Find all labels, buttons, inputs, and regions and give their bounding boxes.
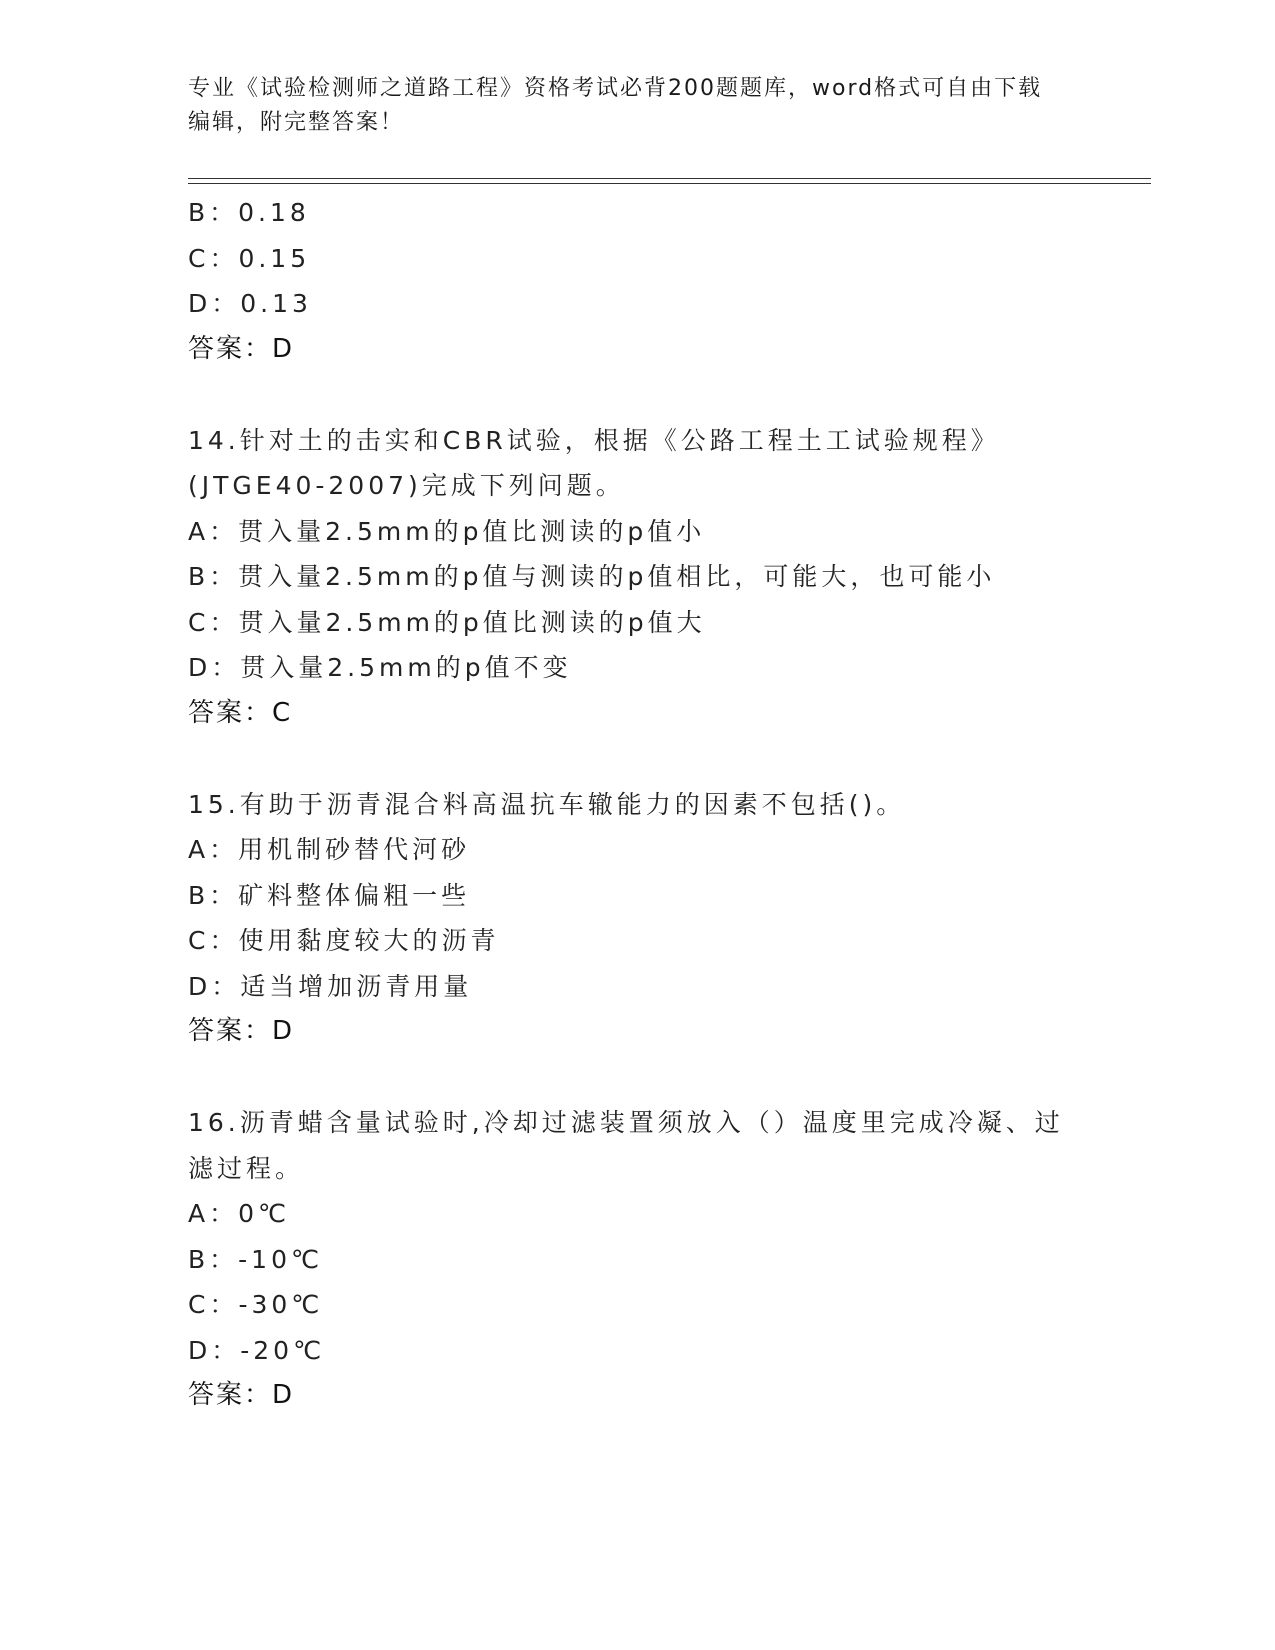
header-divider-top [188, 178, 1151, 179]
option-b: B：0.18 [188, 198, 310, 227]
question-stem: 14.针对土的击实和CBR试验，根据《公路工程土工试验规程》 [188, 425, 1000, 455]
option-a: A：贯入量2.5mm的p值比测读的p值小 [188, 516, 706, 546]
question-14 [188, 418, 1088, 737]
header-line-1: 专业《试验检测师之道路工程》资格考试必背200题题库，word格式可自由下载 [188, 76, 1043, 101]
option-c: C：-30℃ [188, 1290, 324, 1319]
question-13-tail [188, 190, 1088, 372]
option-c: C：使用黏度较大的沥青 [188, 926, 500, 955]
option-a: A：用机制砂替代河砂 [188, 835, 471, 864]
option-d: D：0.13 [188, 289, 312, 318]
option-b: B：矿料整体偏粗一些 [188, 880, 471, 910]
option-d: D：贯入量2.5mm的p值不变 [188, 653, 572, 682]
option-a: A：0℃ [188, 1199, 291, 1228]
option-b: B：贯入量2.5mm的p值与测读的p值相比，可能大，也可能小 [188, 562, 996, 591]
document-header [188, 72, 1088, 140]
spacer [188, 1055, 1088, 1101]
option-b: B：-10℃ [188, 1244, 324, 1274]
spacer [188, 736, 1088, 782]
question-15 [188, 782, 1088, 1055]
answer: 答案：D [188, 1016, 295, 1046]
question-stem: 16.沥青蜡含量试验时,冷却过滤装置须放入（）温度里完成冷凝、过 [188, 1108, 1064, 1137]
question-16 [188, 1100, 1088, 1419]
question-stem: 15.有助于沥青混合料高温抗车辙能力的因素不包括()。 [188, 789, 906, 819]
question-list [188, 190, 1088, 1419]
question-stem-continued: (JTGE40-2007)完成下列问题。 [188, 471, 625, 500]
answer: 答案：C [188, 697, 293, 728]
answer: 答案：D [188, 333, 295, 364]
header-divider-bottom [188, 183, 1151, 184]
option-d: D：适当增加沥青用量 [188, 971, 473, 1001]
option-c: C：0.15 [188, 243, 311, 273]
header-line-2: 编辑，附完整答案！ [188, 110, 405, 135]
question-stem-continued: 滤过程。 [188, 1153, 305, 1183]
option-d: D：-20℃ [188, 1335, 326, 1365]
option-c: C：贯入量2.5mm的p值比测读的p值大 [188, 607, 706, 637]
spacer [188, 372, 1088, 418]
answer: 答案：D [188, 1380, 295, 1410]
